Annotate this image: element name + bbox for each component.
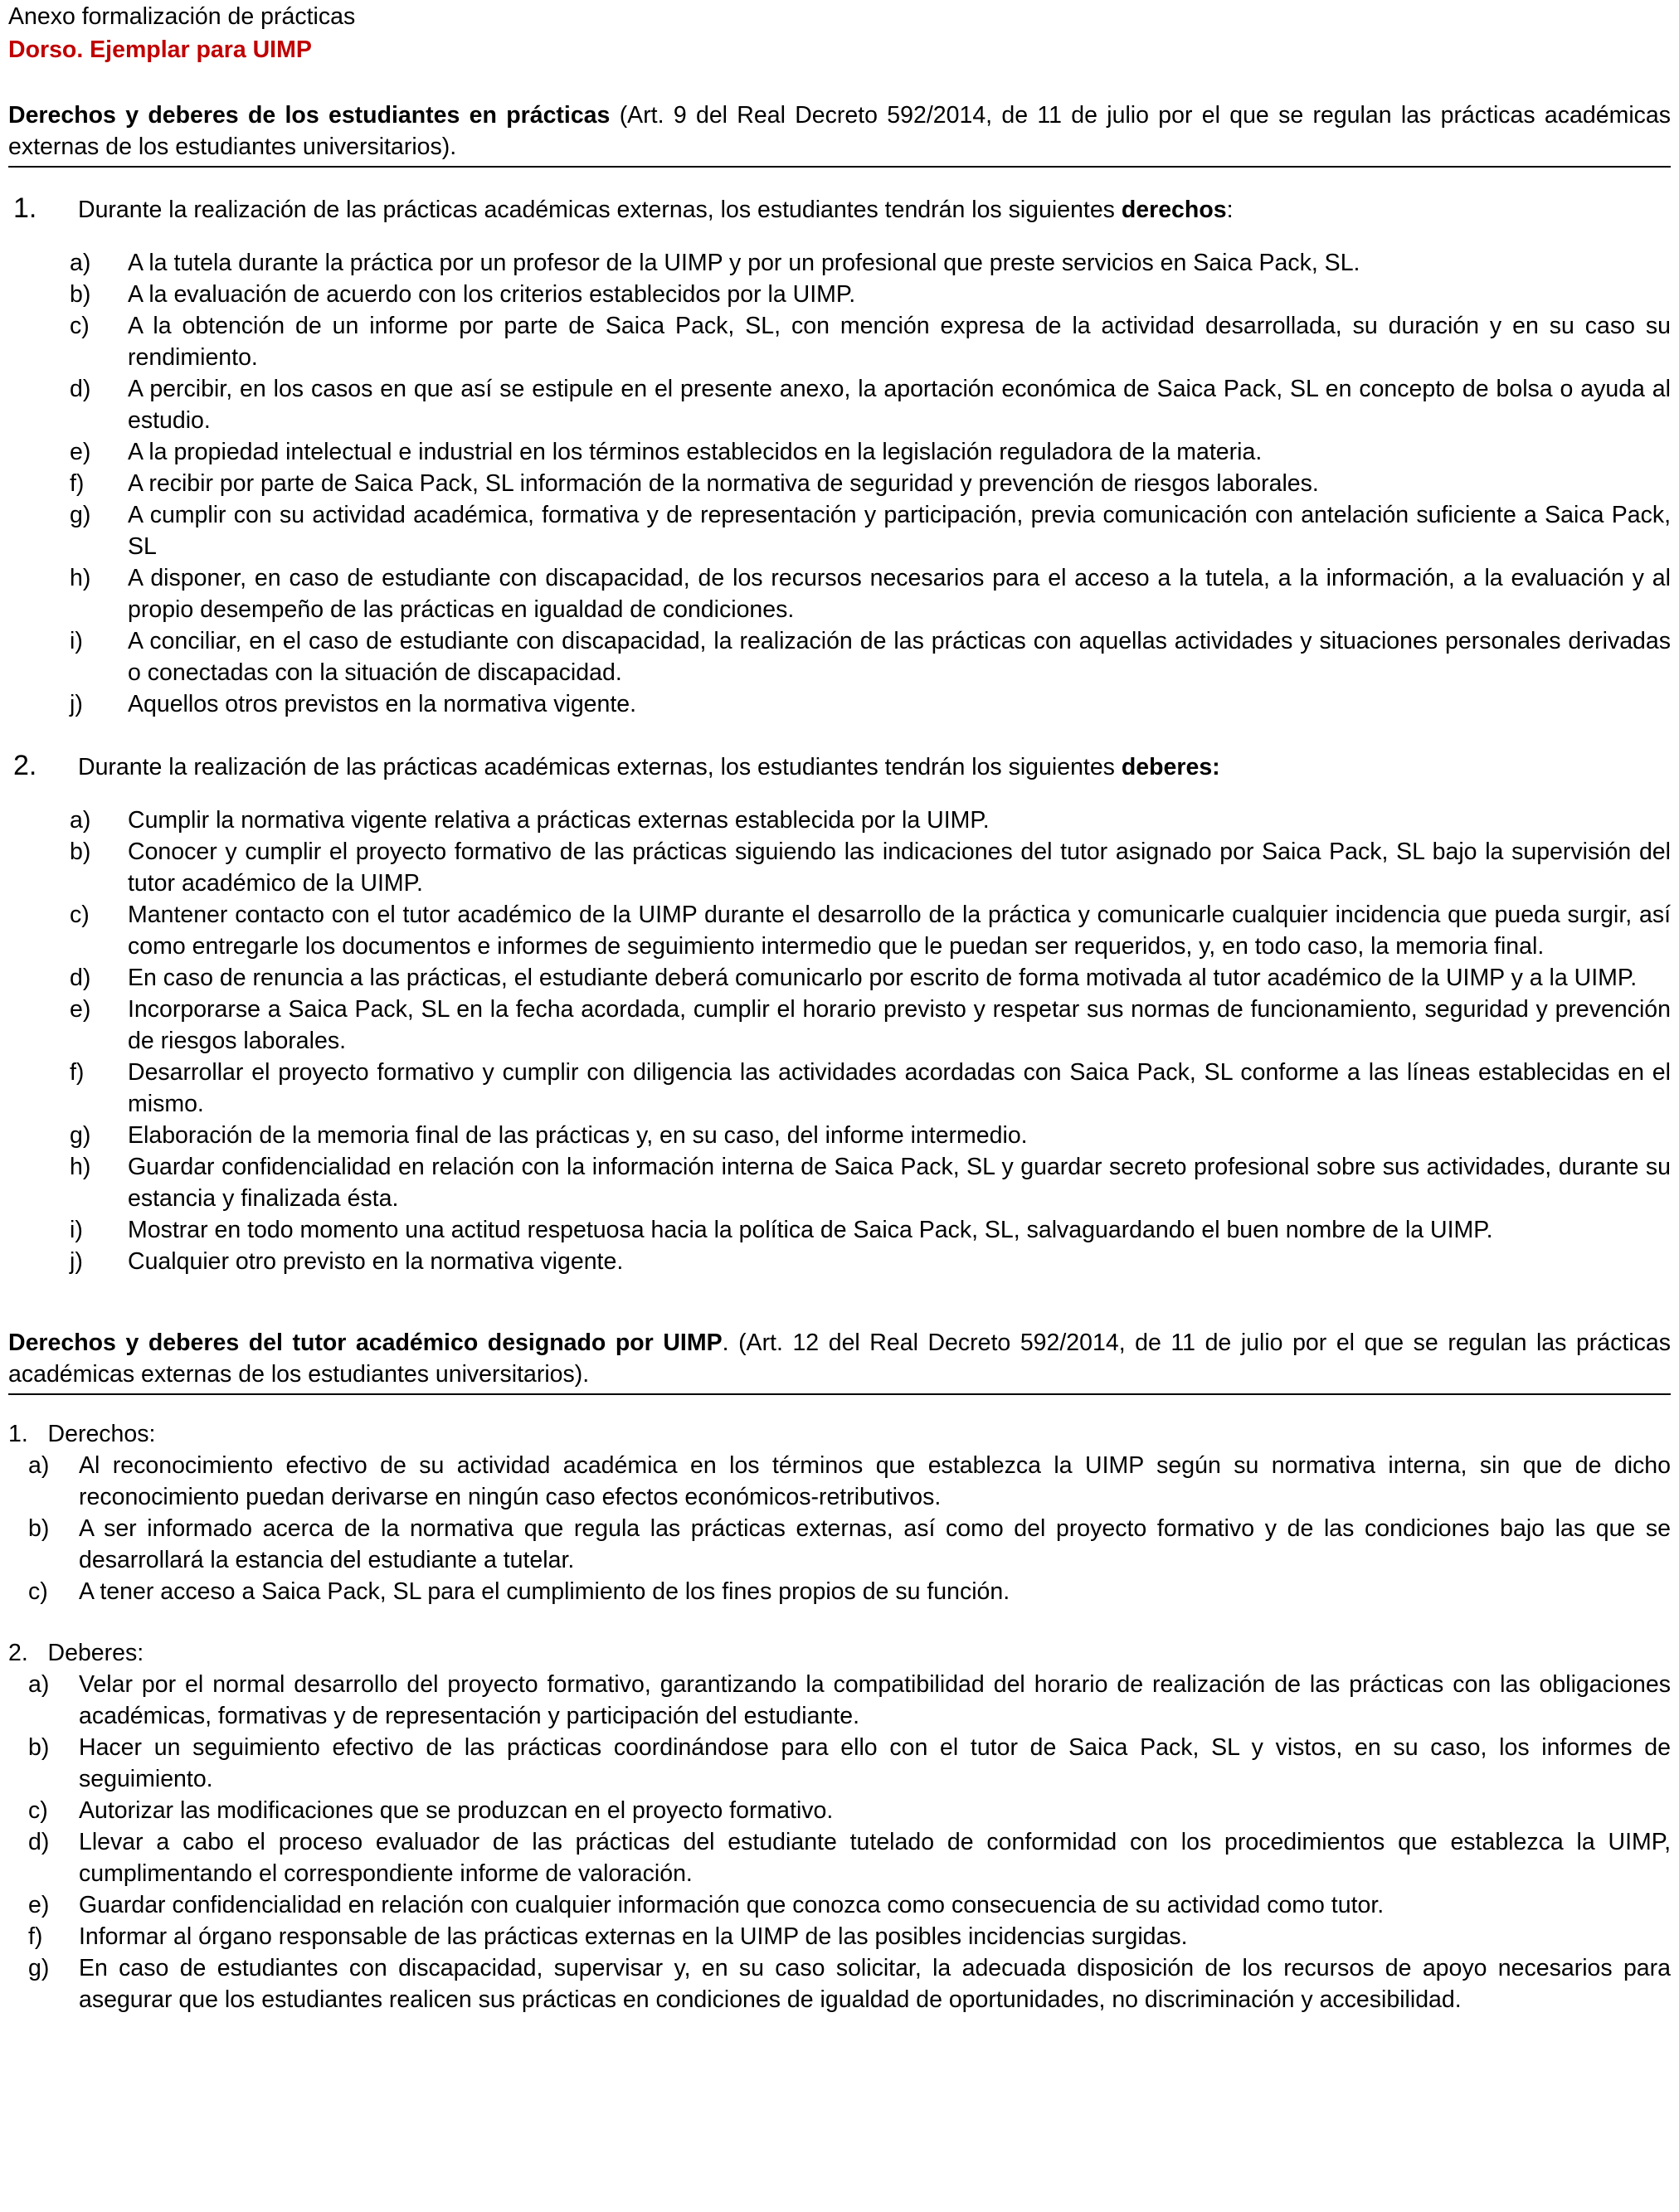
list-item: b) A ser informado acerca de la normativa que regula las prácticas externas, así como del proyecto formativo y de las condiciones bajo las que se desarrollará la estancia del estudiante a tutelar. (28, 1515, 1671, 1573)
list-item: a) Velar por el normal desarrollo del proyecto formativo, garantizando la compatibilidad del horario de realización de las prácticas con las obligaciones académicas, formativas y de representación y participación del estudiante. (28, 1671, 1671, 1729)
list-item: i) A conciliar, en el caso de estudiante con discapacidad, la realización de las prácticas con aquellas actividades y situaciones personales derivadas o conectadas con la situación de discapacidad. (70, 628, 1671, 686)
list-item: d) En caso de renuncia a las prácticas, el estudiante deberá comunicarlo por escrito de forma motivada al tutor académico de la UIMP y a la UIMP. (70, 965, 1638, 991)
document-page (8, 0, 1671, 2015)
spacer (8, 1607, 1671, 1637)
list-item: f) A recibir por parte de Saica Pack, SL información de la normativa de seguridad y prevención de riesgos laborales. (70, 470, 1319, 497)
list-item: h) A disponer, en caso de estudiante con discapacidad, de los recursos necesarios para el acceso a la tutela, a la información, a la evaluación y al propio desempeño de las prácticas en igualdad de condiciones. (70, 565, 1671, 623)
section-students-title: Derechos y deberes de los estudiantes en prácticas (8, 102, 611, 129)
list-item: h) Guardar confidencialidad en relación con la información interna de Saica Pack, SL y guardar secreto profesional sobre sus actividades, durante su estancia y finalizada ésta. (70, 1154, 1671, 1212)
list-item: d) Llevar a cabo el proceso evaluador de las prácticas del estudiante tutelado de conformidad con los procedimientos que establezca la UIMP, cumplimentando el correspondiente informe de valoración. (28, 1829, 1671, 1887)
list-item: a) A la tutela durante la práctica por un profesor de la UIMP y por un profesional que preste servicios en Saica Pack, SL. (70, 250, 1360, 276)
section-divider (8, 1393, 1671, 1395)
tutor-duties-heading: 2. Deberes: (8, 1640, 144, 1666)
tutor-duties-list (8, 1669, 1671, 2015)
list-item: f) Desarrollar el proyecto formativo y cumplir con diligencia las actividades acordadas con Saica Pack, SL conforme a las líneas establecidas en el mismo. (70, 1059, 1671, 1117)
section-tutor-heading (8, 1327, 1671, 1390)
students-duties-list (8, 805, 1671, 1277)
section-students-reference: (Art. 9 del Real Decreto 592/2014, de 11 de julio por el que se regulan las prácticas académicas externas de los estudiantes universitarios). (8, 102, 1672, 160)
annex-title: Anexo formalización de prácticas (8, 3, 356, 30)
list-item: c) Mantener contacto con el tutor académico de la UIMP durante el desarrollo de la práctica y comunicarle cualquier incidencia que pueda surgir, así como entregarle los documentos e informes de seguimiento intermedio que le puedan ser requeridos, y, en todo caso, la memoria final. (70, 902, 1671, 960)
list-item: e) A la propiedad intelectual e industrial en los términos establecidos en la legislación reguladora de la materia. (70, 439, 1263, 465)
list-number: 1. (13, 192, 37, 224)
list-item: j) Cualquier otro previsto en la normativa vigente. (70, 1248, 624, 1275)
section-tutor-title: Derechos y deberes del tutor académico designado por UIMP (8, 1330, 723, 1356)
list-item: b) Hacer un seguimiento efectivo de las prácticas coordinándose para ello con el tutor de Saica Pack, SL y vistos, en su caso, los informes de seguimiento. (28, 1734, 1671, 1792)
list-number: 2. (13, 750, 37, 781)
students-rights-list (8, 247, 1671, 720)
list-item: j) Aquellos otros previstos en la normativa vigente. (70, 691, 637, 717)
list-item: c) Autorizar las modificaciones que se produzcan en el proyecto formativo. (28, 1797, 834, 1824)
list-item: g) En caso de estudiantes con discapacidad, supervisar y, en su caso solicitar, la adecuada disposición de los recursos de apoyo necesarios para asegurar que los estudiantes realicen sus prácticas en condiciones de igualdad de oportunidades, no discriminación y accesibilidad. (28, 1955, 1671, 2013)
list-item: g) A cumplir con su actividad académica, formativa y de representación y participación, previa comunicación con antelación suficiente a Saica Pack, SL (70, 502, 1671, 560)
students-duties-intro: 2. Durante la realización de las prácticas académicas externas, los estudiantes tendrán los siguientes deberes: (13, 750, 1220, 781)
section-tutor-reference: . (Art. 12 del Real Decreto 592/2014, de 11 de julio por el que se regulan las prácticas académicas externas de los estudiantes universitarios). (8, 1330, 1672, 1388)
list-item: g) Elaboración de la memoria final de las prácticas y, en su caso, del informe intermedio. (70, 1122, 1028, 1149)
section-students-heading (8, 100, 1671, 163)
list-item: i) Mostrar en todo momento una actitud respetuosa hacia la política de Saica Pack, SL, salvaguardando el buen nombre de la UIMP. (70, 1217, 1493, 1243)
list-item: c) A tener acceso a Saica Pack, SL para el cumplimiento de los fines propios de su función. (28, 1578, 1010, 1605)
tutor-rights-heading: 1. Derechos: (8, 1421, 156, 1447)
copy-label: Dorso. Ejemplar para UIMP (8, 36, 312, 63)
list-item: e) Guardar confidencialidad en relación con cualquier información que conozca como consecuencia de su actividad como tutor. (28, 1892, 1385, 1918)
students-rights-intro: 1. Durante la realización de las prácticas académicas externas, los estudiantes tendrán los siguientes derechos: (13, 192, 1234, 224)
list-item: e) Incorporarse a Saica Pack, SL en la fecha acordada, cumplir el horario previsto y respetar sus normas de funcionamiento, seguridad y prevención de riesgos laborales. (70, 996, 1671, 1054)
list-item: b) Conocer y cumplir el proyecto formativo de las prácticas siguiendo las indicaciones del tutor asignado por Saica Pack, SL bajo la supervisión del tutor académico de la UIMP. (70, 839, 1671, 897)
list-item: d) A percibir, en los casos en que así se estipule en el presente anexo, la aportación económica de Saica Pack, SL en concepto de bolsa o ayuda al estudio. (70, 376, 1671, 434)
section-divider (8, 166, 1671, 168)
list-item: f) Informar al órgano responsable de las prácticas externas en la UIMP de las posibles incidencias surgidas. (28, 1923, 1188, 1950)
list-item: b) A la evaluación de acuerdo con los criterios establecidos por la UIMP. (70, 281, 856, 308)
list-item: a) Al reconocimiento efectivo de su actividad académica en los términos que establezca la UIMP según su normativa interna, sin que de dicho reconocimiento puedan derivarse en ningún caso efectos económicos-retributivos. (28, 1452, 1671, 1510)
list-item: c) A la obtención de un informe por parte de Saica Pack, SL, con mención expresa de la actividad desarrollada, su duración y en su caso su rendimiento. (70, 313, 1671, 371)
tutor-rights-list (8, 1450, 1671, 1607)
list-item: a) Cumplir la normativa vigente relativa a prácticas externas establecida por la UIMP. (70, 807, 990, 834)
